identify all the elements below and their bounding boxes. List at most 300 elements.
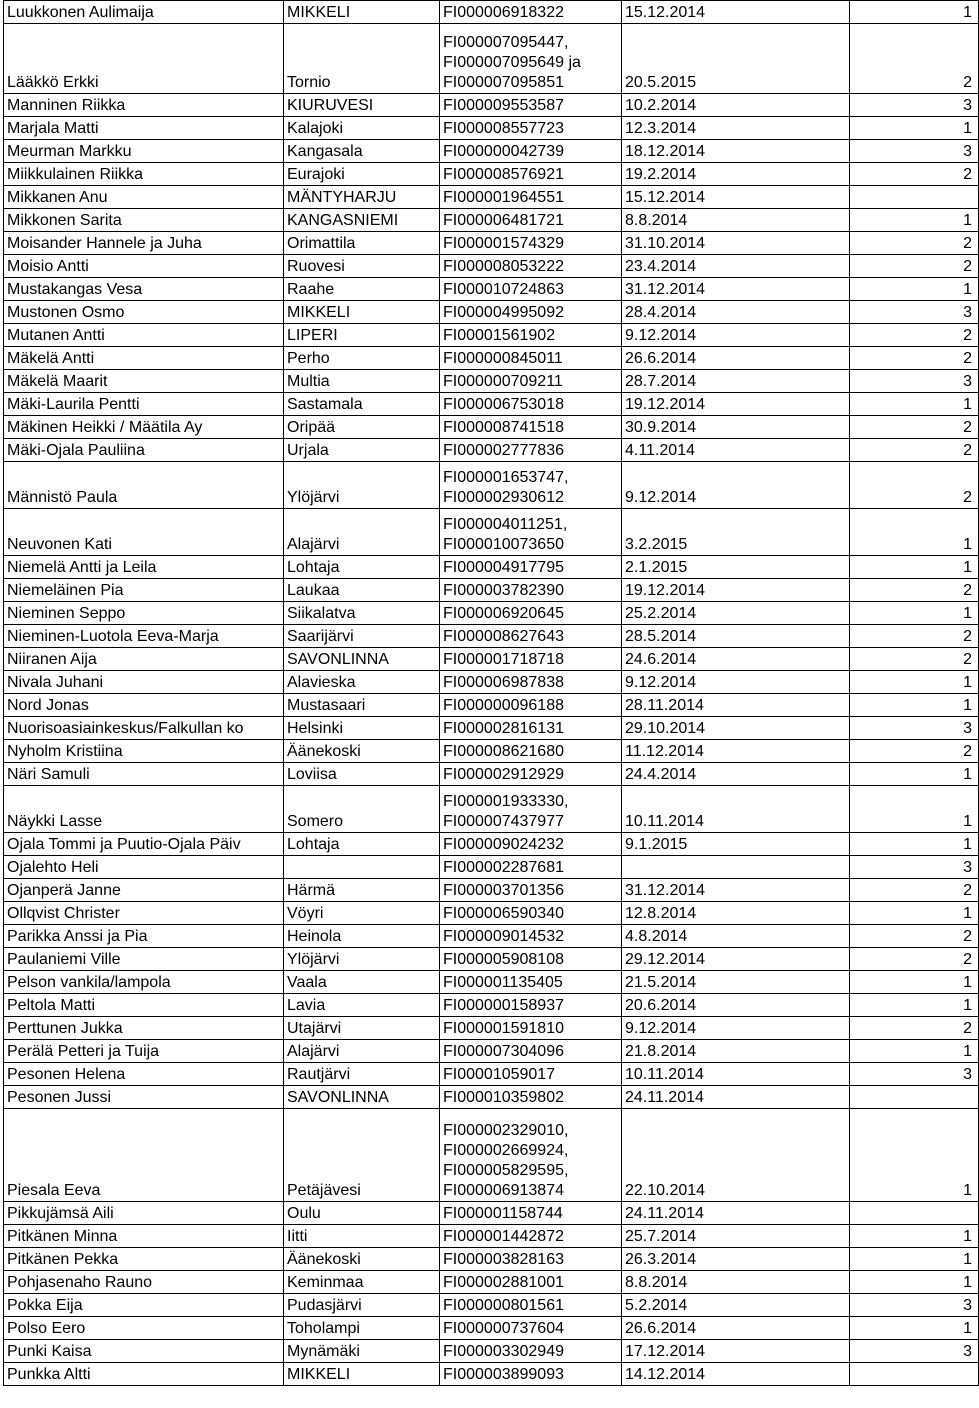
table-row	[4, 671, 979, 694]
table-row	[4, 1248, 979, 1271]
count-cell: 2	[850, 879, 979, 902]
name-cell: Nivala Juhani	[4, 671, 284, 694]
name-cell: Pelson vankila/lampola	[4, 971, 284, 994]
table-row	[4, 1317, 979, 1340]
identifier-cell: FI000010724863	[440, 278, 622, 301]
date-cell: 30.9.2014	[622, 416, 850, 439]
count-cell: 2	[850, 416, 979, 439]
date-cell: 28.4.2014	[622, 301, 850, 324]
table-row	[4, 163, 979, 186]
count-cell: 1	[850, 971, 979, 994]
municipality-cell: Ylöjärvi	[284, 948, 440, 971]
date-cell: 18.12.2014	[622, 140, 850, 163]
municipality-cell: Siikalatva	[284, 602, 440, 625]
name-cell: Moisander Hannele ja Juha	[4, 232, 284, 255]
municipality-cell: Mynämäki	[284, 1340, 440, 1363]
identifier-cell: FI000002881001	[440, 1271, 622, 1294]
name-cell: Moisio Antti	[4, 255, 284, 278]
count-cell: 1	[850, 602, 979, 625]
name-cell: Miikkulainen Riikka	[4, 163, 284, 186]
table-row	[4, 1017, 979, 1040]
municipality-cell: Lohtaja	[284, 556, 440, 579]
count-cell	[850, 1202, 979, 1225]
name-cell: Paulaniemi Ville	[4, 948, 284, 971]
identifier-cell: FI000008053222	[440, 255, 622, 278]
identifier-cell: FI000008621680	[440, 740, 622, 763]
count-cell: 2	[850, 462, 979, 509]
table-row	[4, 925, 979, 948]
identifier-cell: FI000004011251, FI000010073650	[440, 509, 622, 556]
table-row	[4, 833, 979, 856]
date-cell: 8.8.2014	[622, 1271, 850, 1294]
name-cell: Pesonen Helena	[4, 1063, 284, 1086]
count-cell: 2	[850, 232, 979, 255]
name-cell: Ojanperä Janne	[4, 879, 284, 902]
date-cell: 9.12.2014	[622, 462, 850, 509]
count-cell: 1	[850, 902, 979, 925]
name-cell: Mustonen Osmo	[4, 301, 284, 324]
count-cell: 1	[850, 393, 979, 416]
municipality-cell: SAVONLINNA	[284, 1086, 440, 1109]
count-cell: 2	[850, 324, 979, 347]
municipality-cell: MIKKELI	[284, 301, 440, 324]
date-cell: 5.2.2014	[622, 1294, 850, 1317]
identifier-cell: FI000008557723	[440, 117, 622, 140]
date-cell: 9.12.2014	[622, 324, 850, 347]
table-row	[4, 232, 979, 255]
municipality-cell: LIPERI	[284, 324, 440, 347]
name-cell: Meurman Markku	[4, 140, 284, 163]
municipality-cell: Eurajoki	[284, 163, 440, 186]
municipality-cell: Toholampi	[284, 1317, 440, 1340]
count-cell: 2	[850, 347, 979, 370]
identifier-cell: FI000003899093	[440, 1363, 622, 1386]
identifier-cell: FI000001591810	[440, 1017, 622, 1040]
table-row	[4, 278, 979, 301]
identifier-cell: FI000002777836	[440, 439, 622, 462]
date-cell: 23.4.2014	[622, 255, 850, 278]
name-cell: Pikkujämsä Aili	[4, 1202, 284, 1225]
date-cell: 24.11.2014	[622, 1202, 850, 1225]
identifier-cell: FI000006918322	[440, 1, 622, 24]
count-cell: 1	[850, 1248, 979, 1271]
records-table	[3, 0, 979, 1386]
table-row	[4, 1363, 979, 1386]
identifier-cell: FI000010359802	[440, 1086, 622, 1109]
municipality-cell: KANGASNIEMI	[284, 209, 440, 232]
date-cell: 10.11.2014	[622, 1063, 850, 1086]
municipality-cell: SAVONLINNA	[284, 648, 440, 671]
count-cell: 3	[850, 717, 979, 740]
municipality-cell: Alajärvi	[284, 1040, 440, 1063]
municipality-cell: Härmä	[284, 879, 440, 902]
count-cell: 2	[850, 625, 979, 648]
count-cell: 3	[850, 856, 979, 879]
date-cell: 19.12.2014	[622, 393, 850, 416]
table-row	[4, 370, 979, 393]
table-row	[4, 740, 979, 763]
identifier-cell: FI000000801561	[440, 1294, 622, 1317]
name-cell: Neuvonen Kati	[4, 509, 284, 556]
identifier-cell: FI000001964551	[440, 186, 622, 209]
name-cell: Pokka Eija	[4, 1294, 284, 1317]
municipality-cell: Lohtaja	[284, 833, 440, 856]
name-cell: Perälä Petteri ja Tuija	[4, 1040, 284, 1063]
date-cell: 24.11.2014	[622, 1086, 850, 1109]
name-cell: Ollqvist Christer	[4, 902, 284, 925]
date-cell: 11.12.2014	[622, 740, 850, 763]
date-cell: 19.12.2014	[622, 579, 850, 602]
count-cell	[850, 186, 979, 209]
municipality-cell: Keminmaa	[284, 1271, 440, 1294]
name-cell: Piesala Eeva	[4, 1109, 284, 1202]
table-row	[4, 255, 979, 278]
municipality-cell	[284, 856, 440, 879]
name-cell: Pesonen Jussi	[4, 1086, 284, 1109]
identifier-cell: FI000001933330, FI000007437977	[440, 786, 622, 833]
name-cell: Marjala Matti	[4, 117, 284, 140]
identifier-cell: FI000007095447, FI000007095649 ja FI000007095851	[440, 24, 622, 94]
count-cell: 1	[850, 117, 979, 140]
municipality-cell: Lavia	[284, 994, 440, 1017]
name-cell: Mikkanen Anu	[4, 186, 284, 209]
municipality-cell: Iitti	[284, 1225, 440, 1248]
table-row	[4, 140, 979, 163]
count-cell: 1	[850, 1225, 979, 1248]
municipality-cell: Loviisa	[284, 763, 440, 786]
municipality-cell: Utajärvi	[284, 1017, 440, 1040]
name-cell: Nieminen Seppo	[4, 602, 284, 625]
date-cell: 24.6.2014	[622, 648, 850, 671]
records-table-body	[4, 1, 979, 1386]
count-cell: 2	[850, 740, 979, 763]
date-cell: 26.6.2014	[622, 1317, 850, 1340]
municipality-cell: Vaala	[284, 971, 440, 994]
table-row	[4, 1040, 979, 1063]
date-cell: 25.7.2014	[622, 1225, 850, 1248]
identifier-cell: FI000000158937	[440, 994, 622, 1017]
identifier-cell: FI000001442872	[440, 1225, 622, 1248]
table-row	[4, 625, 979, 648]
date-cell: 20.5.2015	[622, 24, 850, 94]
identifier-cell: FI000002816131	[440, 717, 622, 740]
identifier-cell: FI000004995092	[440, 301, 622, 324]
identifier-cell: FI000000709211	[440, 370, 622, 393]
name-cell: Mikkonen Sarita	[4, 209, 284, 232]
date-cell	[622, 856, 850, 879]
date-cell: 28.7.2014	[622, 370, 850, 393]
count-cell: 2	[850, 648, 979, 671]
table-row	[4, 556, 979, 579]
table-row	[4, 1294, 979, 1317]
identifier-cell: FI000001158744	[440, 1202, 622, 1225]
table-row	[4, 579, 979, 602]
table-row	[4, 94, 979, 117]
name-cell: Mustakangas Vesa	[4, 278, 284, 301]
name-cell: Näri Samuli	[4, 763, 284, 786]
date-cell: 28.5.2014	[622, 625, 850, 648]
name-cell: Nyholm Kristiina	[4, 740, 284, 763]
municipality-cell: Pudasjärvi	[284, 1294, 440, 1317]
count-cell: 3	[850, 1340, 979, 1363]
municipality-cell: KIURUVESI	[284, 94, 440, 117]
identifier-cell: FI000000042739	[440, 140, 622, 163]
date-cell: 26.6.2014	[622, 347, 850, 370]
date-cell: 31.12.2014	[622, 278, 850, 301]
table-row	[4, 948, 979, 971]
municipality-cell: Somero	[284, 786, 440, 833]
date-cell: 20.6.2014	[622, 994, 850, 1017]
municipality-cell: Multia	[284, 370, 440, 393]
date-cell: 10.11.2014	[622, 786, 850, 833]
table-row	[4, 301, 979, 324]
count-cell: 2	[850, 948, 979, 971]
municipality-cell: Äänekoski	[284, 1248, 440, 1271]
count-cell: 1	[850, 786, 979, 833]
count-cell: 3	[850, 1294, 979, 1317]
count-cell	[850, 1363, 979, 1386]
table-row	[4, 694, 979, 717]
table-row	[4, 324, 979, 347]
name-cell: Polso Eero	[4, 1317, 284, 1340]
municipality-cell: Sastamala	[284, 393, 440, 416]
count-cell: 3	[850, 140, 979, 163]
identifier-cell: FI00001059017	[440, 1063, 622, 1086]
count-cell: 2	[850, 439, 979, 462]
identifier-cell: FI000009024232	[440, 833, 622, 856]
table-row	[4, 1271, 979, 1294]
municipality-cell: Tornio	[284, 24, 440, 94]
table-row	[4, 1063, 979, 1086]
name-cell: Nuorisoasiainkeskus/Falkullan ko	[4, 717, 284, 740]
identifier-cell: FI000007304096	[440, 1040, 622, 1063]
date-cell: 12.8.2014	[622, 902, 850, 925]
count-cell: 1	[850, 278, 979, 301]
name-cell: Pohjasenaho Rauno	[4, 1271, 284, 1294]
table-row	[4, 462, 979, 509]
count-cell	[850, 1086, 979, 1109]
municipality-cell: MIKKELI	[284, 1, 440, 24]
name-cell: Parikka Anssi ja Pia	[4, 925, 284, 948]
name-cell: Lääkkö Erkki	[4, 24, 284, 94]
count-cell: 2	[850, 1017, 979, 1040]
name-cell: Perttunen Jukka	[4, 1017, 284, 1040]
date-cell: 8.8.2014	[622, 209, 850, 232]
identifier-cell: FI000002912929	[440, 763, 622, 786]
date-cell: 17.12.2014	[622, 1340, 850, 1363]
table-row	[4, 393, 979, 416]
identifier-cell: FI000002287681	[440, 856, 622, 879]
name-cell: Nieminen-Luotola Eeva-Marja	[4, 625, 284, 648]
table-row	[4, 717, 979, 740]
identifier-cell: FI000006590340	[440, 902, 622, 925]
name-cell: Mäki-Laurila Pentti	[4, 393, 284, 416]
name-cell: Niiranen Aija	[4, 648, 284, 671]
table-row	[4, 1086, 979, 1109]
identifier-cell: FI000003302949	[440, 1340, 622, 1363]
date-cell: 25.2.2014	[622, 602, 850, 625]
identifier-cell: FI000000845011	[440, 347, 622, 370]
identifier-cell: FI000000737604	[440, 1317, 622, 1340]
count-cell: 1	[850, 1109, 979, 1202]
municipality-cell: Rautjärvi	[284, 1063, 440, 1086]
municipality-cell: Kalajoki	[284, 117, 440, 140]
date-cell: 4.8.2014	[622, 925, 850, 948]
table-row	[4, 879, 979, 902]
municipality-cell: Alajärvi	[284, 509, 440, 556]
identifier-cell: FI000004917795	[440, 556, 622, 579]
name-cell: Mäkinen Heikki / Määtila Ay	[4, 416, 284, 439]
table-row	[4, 1, 979, 24]
count-cell: 1	[850, 209, 979, 232]
count-cell: 1	[850, 1271, 979, 1294]
table-row	[4, 209, 979, 232]
table-row	[4, 786, 979, 833]
name-cell: Nord Jonas	[4, 694, 284, 717]
identifier-cell: FI000008741518	[440, 416, 622, 439]
date-cell: 2.1.2015	[622, 556, 850, 579]
date-cell: 9.12.2014	[622, 1017, 850, 1040]
identifier-cell: FI000003701356	[440, 879, 622, 902]
identifier-cell: FI000005908108	[440, 948, 622, 971]
identifier-cell: FI000000096188	[440, 694, 622, 717]
count-cell: 1	[850, 763, 979, 786]
count-cell: 2	[850, 163, 979, 186]
name-cell: Manninen Riikka	[4, 94, 284, 117]
municipality-cell: Perho	[284, 347, 440, 370]
count-cell: 1	[850, 671, 979, 694]
table-row	[4, 439, 979, 462]
table-row	[4, 24, 979, 94]
count-cell: 2	[850, 579, 979, 602]
count-cell: 1	[850, 1, 979, 24]
date-cell: 19.2.2014	[622, 163, 850, 186]
name-cell: Mutanen Antti	[4, 324, 284, 347]
date-cell: 3.2.2015	[622, 509, 850, 556]
identifier-cell: FI000009014532	[440, 925, 622, 948]
municipality-cell: Alavieska	[284, 671, 440, 694]
table-row	[4, 117, 979, 140]
name-cell: Näykki Lasse	[4, 786, 284, 833]
table-row	[4, 994, 979, 1017]
name-cell: Luukkonen Aulimaija	[4, 1, 284, 24]
identifier-cell: FI000009553587	[440, 94, 622, 117]
municipality-cell: Kangasala	[284, 140, 440, 163]
count-cell: 3	[850, 94, 979, 117]
table-row	[4, 971, 979, 994]
identifier-cell: FI000002329010, FI000002669924, FI000005829595, FI000006913874	[440, 1109, 622, 1202]
date-cell: 24.4.2014	[622, 763, 850, 786]
name-cell: Männistö Paula	[4, 462, 284, 509]
count-cell: 3	[850, 370, 979, 393]
municipality-cell: Vöyri	[284, 902, 440, 925]
date-cell: 31.12.2014	[622, 879, 850, 902]
municipality-cell: Orimattila	[284, 232, 440, 255]
date-cell: 28.11.2014	[622, 694, 850, 717]
table-row	[4, 416, 979, 439]
name-cell: Mäkelä Antti	[4, 347, 284, 370]
identifier-cell: FI000008576921	[440, 163, 622, 186]
identifier-cell: FI000006753018	[440, 393, 622, 416]
date-cell: 15.12.2014	[622, 1, 850, 24]
date-cell: 10.2.2014	[622, 94, 850, 117]
count-cell: 1	[850, 1317, 979, 1340]
table-row	[4, 1109, 979, 1202]
municipality-cell: MIKKELI	[284, 1363, 440, 1386]
municipality-cell: Oripää	[284, 416, 440, 439]
municipality-cell: Raahe	[284, 278, 440, 301]
date-cell: 26.3.2014	[622, 1248, 850, 1271]
identifier-cell: FI000008627643	[440, 625, 622, 648]
municipality-cell: Saarijärvi	[284, 625, 440, 648]
date-cell: 29.10.2014	[622, 717, 850, 740]
date-cell: 9.1.2015	[622, 833, 850, 856]
count-cell: 3	[850, 1063, 979, 1086]
table-row	[4, 856, 979, 879]
name-cell: Ojala Tommi ja Puutio-Ojala Päiv	[4, 833, 284, 856]
identifier-cell: FI000006481721	[440, 209, 622, 232]
identifier-cell: FI000006920645	[440, 602, 622, 625]
municipality-cell: Laukaa	[284, 579, 440, 602]
municipality-cell: Äänekoski	[284, 740, 440, 763]
name-cell: Niemeläinen Pia	[4, 579, 284, 602]
count-cell: 2	[850, 925, 979, 948]
table-row	[4, 509, 979, 556]
municipality-cell: Helsinki	[284, 717, 440, 740]
name-cell: Mäki-Ojala Pauliina	[4, 439, 284, 462]
name-cell: Punkka Altti	[4, 1363, 284, 1386]
municipality-cell: Urjala	[284, 439, 440, 462]
table-row	[4, 763, 979, 786]
municipality-cell: Oulu	[284, 1202, 440, 1225]
identifier-cell: FI000003782390	[440, 579, 622, 602]
table-row	[4, 1202, 979, 1225]
count-cell: 1	[850, 509, 979, 556]
count-cell: 1	[850, 833, 979, 856]
date-cell: 15.12.2014	[622, 186, 850, 209]
date-cell: 21.8.2014	[622, 1040, 850, 1063]
name-cell: Ojalehto Heli	[4, 856, 284, 879]
date-cell: 22.10.2014	[622, 1109, 850, 1202]
table-row	[4, 1340, 979, 1363]
date-cell: 12.3.2014	[622, 117, 850, 140]
name-cell: Peltola Matti	[4, 994, 284, 1017]
date-cell: 14.12.2014	[622, 1363, 850, 1386]
table-row	[4, 186, 979, 209]
municipality-cell: Ylöjärvi	[284, 462, 440, 509]
name-cell: Punki Kaisa	[4, 1340, 284, 1363]
municipality-cell: Ruovesi	[284, 255, 440, 278]
name-cell: Niemelä Antti ja Leila	[4, 556, 284, 579]
count-cell: 1	[850, 1040, 979, 1063]
identifier-cell: FI000003828163	[440, 1248, 622, 1271]
identifier-cell: FI000001574329	[440, 232, 622, 255]
name-cell: Pitkänen Minna	[4, 1225, 284, 1248]
name-cell: Mäkelä Maarit	[4, 370, 284, 393]
table-row	[4, 648, 979, 671]
municipality-cell: Heinola	[284, 925, 440, 948]
municipality-cell: Mustasaari	[284, 694, 440, 717]
table-row	[4, 347, 979, 370]
table-row	[4, 902, 979, 925]
date-cell: 9.12.2014	[622, 671, 850, 694]
table-row	[4, 602, 979, 625]
count-cell: 2	[850, 24, 979, 94]
table-row	[4, 1225, 979, 1248]
municipality-cell: MÄNTYHARJU	[284, 186, 440, 209]
date-cell: 21.5.2014	[622, 971, 850, 994]
count-cell: 1	[850, 694, 979, 717]
